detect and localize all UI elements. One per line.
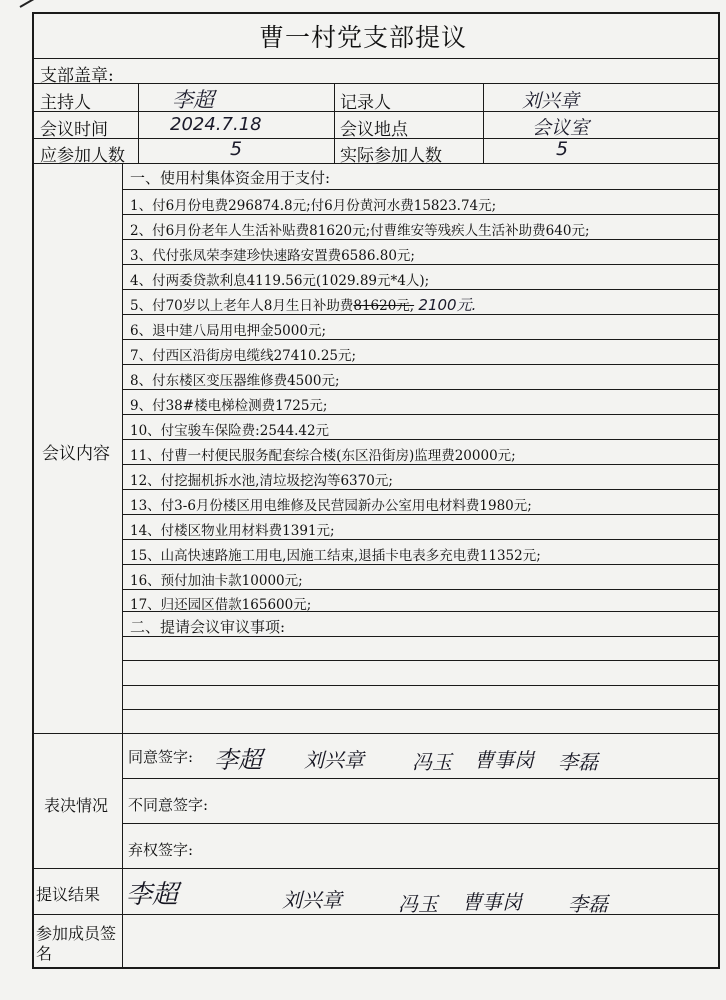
rule-row-20 xyxy=(122,660,720,661)
rule-content-end xyxy=(32,733,720,734)
stamp-label: 支部盖章: xyxy=(40,66,114,86)
recorder-value: 刘兴章 xyxy=(522,90,580,112)
list-item: 2、付6月份老年人生活补贴费81620元;付曹维安等残疾人生活补助费640元; xyxy=(130,223,590,239)
host-label: 主持人 xyxy=(40,93,91,113)
item5-handwritten-amount: 2100元. xyxy=(418,296,477,314)
rule-row-8 xyxy=(122,364,720,365)
list-item: 7、付西区沿街房电缆线27410.25元; xyxy=(130,348,357,364)
rule-result-end xyxy=(32,914,720,915)
border-bottom xyxy=(32,967,720,969)
agree-signature: 曹事岗 xyxy=(474,748,534,772)
item5-struck-amount: 81620元, xyxy=(353,298,415,314)
rule-row-15 xyxy=(122,539,720,540)
rule-row-3 xyxy=(122,239,720,240)
list-item: 4、付两委贷款利息4119.56元(1029.89元*4人); xyxy=(130,273,430,289)
list-item: 12、付挖掘机拆水池,清垃圾挖沟等6370元; xyxy=(130,473,393,489)
time-label: 会议时间 xyxy=(40,120,108,140)
rule-vote-2 xyxy=(122,823,720,824)
list-item: 3、代付张凤荣李建珍快速路安置费6586.80元; xyxy=(130,248,415,264)
member-signature: 李磊 xyxy=(568,892,608,916)
recorder-label: 记录人 xyxy=(340,93,391,113)
member-signature: 曹事岗 xyxy=(462,890,522,914)
section2-heading: 二、提请会议审议事项: xyxy=(130,618,286,636)
member-signature: 冯玉 xyxy=(398,892,438,916)
list-item: 11、付曹一村便民服务配套综合楼(东区沿街房)监理费20000元; xyxy=(130,448,516,464)
rule-row-1 xyxy=(122,189,720,190)
border-top xyxy=(32,12,720,14)
members-label xyxy=(36,924,118,964)
rule-vote-1 xyxy=(122,778,720,779)
place-value: 会议室 xyxy=(532,117,590,139)
agree-signature: 李超 xyxy=(214,746,262,774)
vote-label: 表决情况 xyxy=(44,796,109,815)
border-left xyxy=(32,12,34,969)
rule-row-17 xyxy=(122,589,720,590)
rule-row-12 xyxy=(122,464,720,465)
rule-row-16 xyxy=(122,564,720,565)
time-value: 2024.7.18 xyxy=(170,114,262,135)
page-title: 曹一村党支部提议 xyxy=(258,23,467,52)
rule-title xyxy=(32,58,720,59)
rule-row-4 xyxy=(122,264,720,265)
list-item: 10、付宝骏车保险费:2544.42元 xyxy=(130,423,330,439)
expected-label: 应参加人数 xyxy=(40,146,125,166)
list-item: 8、付东楼区变压器维修费4500元; xyxy=(130,373,340,389)
rule-v-content xyxy=(122,163,123,967)
agree-signature: 李磊 xyxy=(558,750,598,774)
members-label-text: 参加成员签名 xyxy=(36,924,117,963)
rule-row-9 xyxy=(122,389,720,390)
abstain-label: 弃权签字: xyxy=(128,841,194,859)
rule-row-14 xyxy=(122,514,720,515)
rule-stamp xyxy=(32,83,720,84)
rule-row-2 xyxy=(122,214,720,215)
list-item: 16、预付加油卡款10000元; xyxy=(130,573,303,589)
rule-v-header-1 xyxy=(138,83,139,163)
section1-heading: 一、使用村集体资金用于支付: xyxy=(130,169,331,187)
agree-label: 同意签字: xyxy=(128,748,194,766)
list-item: 14、付楼区物业用材料费1391元; xyxy=(130,523,335,539)
agree-signature: 冯玉 xyxy=(412,750,452,774)
result-signature: 李超 xyxy=(126,880,179,910)
rule-row-5 xyxy=(122,289,720,290)
actual-label: 实际参加人数 xyxy=(340,146,442,166)
agree-signature: 刘兴章 xyxy=(304,748,364,772)
rule-row-21 xyxy=(122,685,720,686)
member-signature: 刘兴章 xyxy=(282,888,342,912)
result-label: 提议结果 xyxy=(36,885,101,904)
list-item: 9、付38#楼电梯检测费1725元; xyxy=(130,398,328,414)
list-item: 17、归还园区借款165600元; xyxy=(130,597,312,613)
expected-value: 5 xyxy=(230,138,243,160)
rule-row-22 xyxy=(122,709,720,710)
rule-vote-end xyxy=(32,868,720,869)
rule-row-11 xyxy=(122,439,720,440)
item5-text: 5、付70岁以上老年人8月生日补助费 xyxy=(130,298,354,314)
place-label: 会议地点 xyxy=(340,120,408,140)
list-item: 1、付6月份电费296874.8元;付6月份黄河水费15823.74元; xyxy=(130,198,497,214)
content-label: 会议内容 xyxy=(42,444,110,464)
rule-row-13 xyxy=(122,489,720,490)
rule-row-10 xyxy=(122,414,720,415)
list-item: 15、山高快速路施工用电,因施工结束,退插卡电表多充电费11352元; xyxy=(130,548,541,564)
list-item xyxy=(130,294,476,315)
list-item: 6、退中建八局用电押金5000元; xyxy=(130,323,326,339)
host-value: 李超 xyxy=(172,88,214,112)
actual-value: 5 xyxy=(556,138,569,160)
rule-v-header-3 xyxy=(483,83,484,163)
rule-row-7 xyxy=(122,339,720,340)
rule-v-header-2 xyxy=(334,83,335,163)
list-item: 13、付3-6月份楼区用电维修及民营园新办公室用电材料费1980元; xyxy=(130,498,532,514)
corner-mark xyxy=(20,0,71,8)
disagree-label: 不同意签字: xyxy=(128,796,209,814)
border-right xyxy=(718,12,720,969)
